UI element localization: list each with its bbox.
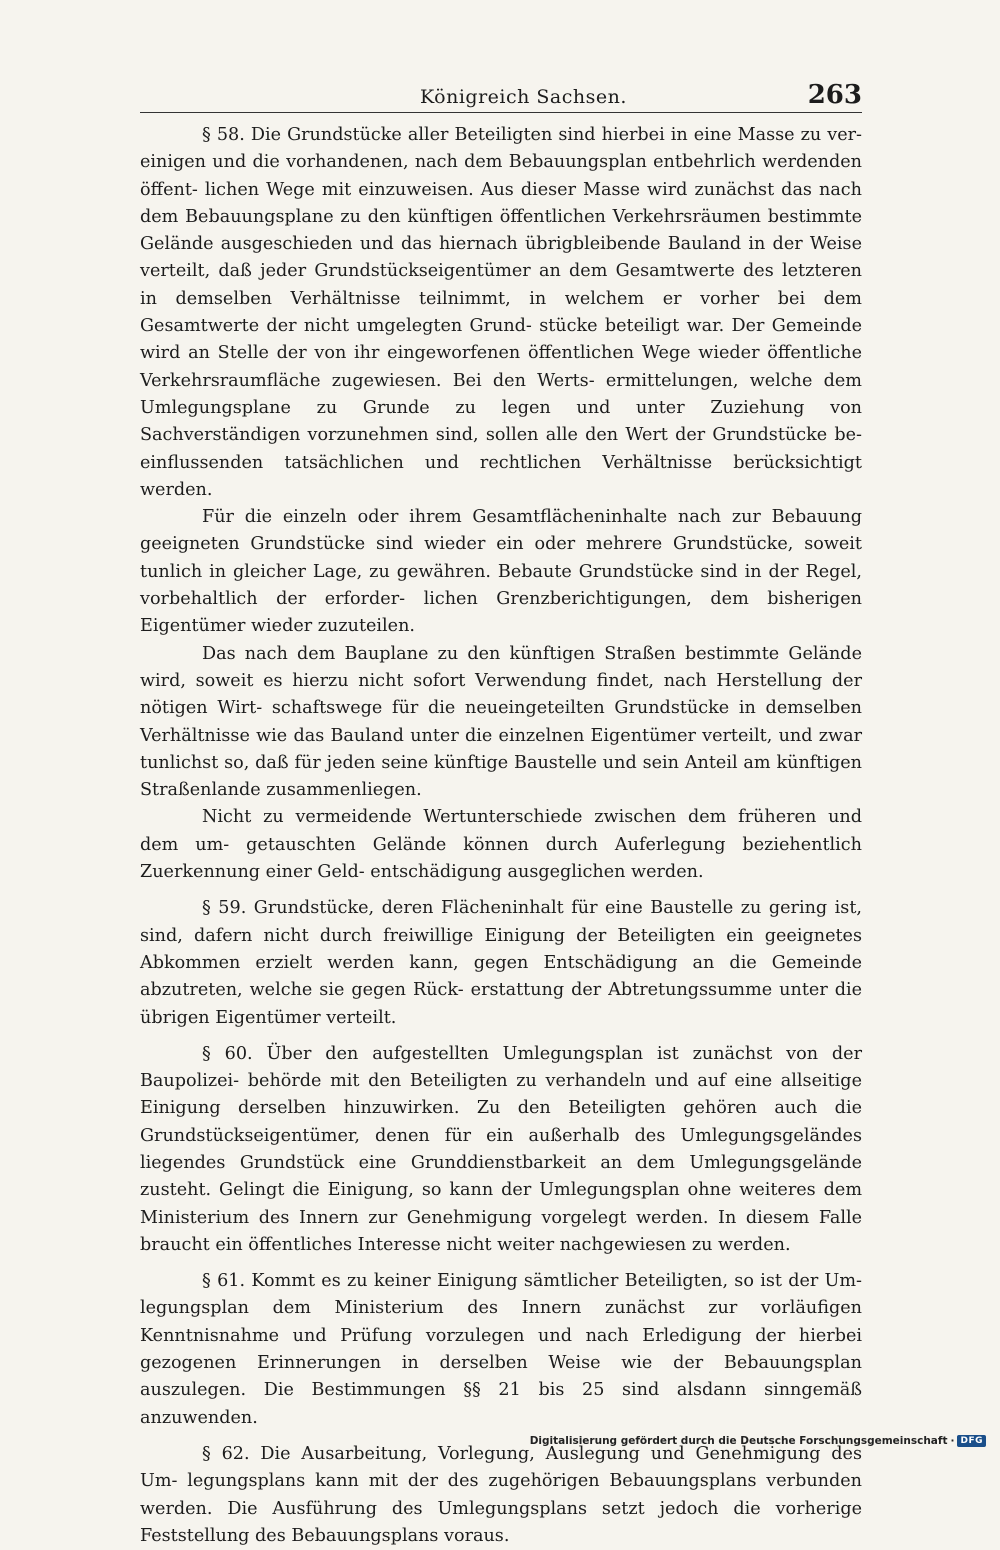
paragraph-section-60: § 60. Über den aufgestellten Umlegungsplan ist zunächst von der Baupolizei- behörde mit den Beteiligten zu verhandeln und auf eine allseitige Einigung derselben hinzuwirken. Zu den Beteiligten gehören auch die Grundstückseigentümer, denen für ein außerhalb des Umlegungsgeländes liegendes Grundstück eine Grunddienstbarkeit an dem Umlegungsgelände zusteht. Gelingt die Einigung, so kann der Umlegungsplan ohne weiteres dem Ministerium des Innern zur Genehmigung vorgelegt werden. In diesem Falle braucht ein öffentliches Interesse nicht weiter nachgewiesen zu werden.	[140, 1043, 862, 1255]
paragraph-section-62: § 62. Die Ausarbeitung, Vorlegung, Auslegung und Genehmigung des Um- legungsplans kann mit der des zugehörigen Bebauungsplans verbunden werden. Die Ausführung des Umlegungsplans setzt jedoch die vorherige Feststellung des Bebauungsplans voraus.	[140, 1443, 862, 1546]
header-rule	[140, 112, 862, 113]
paragraph-section-58: § 58. Die Grundstücke aller Beteiligten sind hierbei in eine Masse zu ver- einigen und die vorhandenen, nach dem Bebauungsplan entbehrlich werdenden öffent- lichen Wege mit einzuweisen. Aus dieser Masse wird zunächst das nach dem Bebauungsplane zu den künftigen öffentlichen Verkehrsräumen bestimmte Gelände ausgeschieden und das hiernach übrigbleibende Bauland in der Weise verteilt, daß jeder Grundstückseigentümer an dem Gesamtwerte des letzteren in demselben Verhältnisse teilnimmt, in welchem er vorher bei dem Gesamtwerte der nicht umgelegten Grund- stücke beteiligt war. Der Gemeinde wird an Stelle der von ihr eingeworfenen öffentlichen Wege wieder öffentliche Verkehrsraumfläche zugewiesen. Bei den Werts- ermittelungen, welche dem Umlegungsplane zu Grunde zu legen und unter Zuziehung von Sachverständigen vorzunehmen sind, sollen alle den Wert der Grundstücke be- einflussenden tatsächlichen und rechtlichen Verhältnisse berücksichtigt werden.	[140, 125, 862, 500]
page-header	[140, 82, 862, 112]
paragraph: Das nach dem Bauplane zu den künftigen Straßen bestimmte Gelände wird, soweit es hierzu nicht sofort Verwendung findet, nach Herstellung der nötigen Wirt- schaftswege für die neueingeteilten Grundstücke in demselben Verhältnisse wie das Bauland unter die einzelnen Eigentümer verteilt, und zwar tunlichst so, daß für jeden seine künftige Baustelle und sein Anteil am künftigen Straßenlande zusammenliegen.	[140, 643, 862, 801]
dfg-logo-icon: DFG	[957, 1435, 986, 1447]
credit-text: Digitalisierung gefördert durch die Deutsche Forschungsgemeinschaft	[529, 1435, 948, 1447]
running-title: Königreich Sachsen.	[420, 86, 627, 108]
paragraph: Nicht zu vermeidende Wertunterschiede zwischen dem früheren und dem um- getauschten Gelände können durch Auferlegung beziehentlich Zuerkennung einer Geld- entschädigung ausgeglichen werden.	[140, 807, 862, 883]
digitization-credit: Digitalisierung gefördert durch die Deutsche Forschungsgemeinschaft · DFG	[530, 1435, 986, 1447]
page-number: 263	[807, 80, 862, 110]
page-body	[140, 122, 862, 1550]
paragraph: Für die einzeln oder ihrem Gesamtflächeninhalte nach zur Bebauung geeigneten Grundstücke sind wieder ein oder mehrere Grundstücke, soweit tunlich in gleicher Lage, zu gewähren. Bebaute Grundstücke sind in der Regel, vorbehaltlich der erforder- lichen Grenzberichtigungen, dem bisherigen Eigentümer wieder zuzuteilen.	[140, 507, 862, 637]
paragraph-section-59: § 59. Grundstücke, deren Flächeninhalt für eine Baustelle zu gering ist, sind, dafern nicht durch freiwillige Einigung der Beteiligten ein geeignetes Abkommen erzielt werden kann, gegen Entschädigung an die Gemeinde abzutreten, welche sie gegen Rück- erstattung der Abtretungssumme unter die übrigen Eigentümer verteilt.	[140, 898, 862, 1028]
paragraph-section-61: § 61. Kommt es zu keiner Einigung sämtlicher Beteiligten, so ist der Um- legungsplan dem Ministerium des Innern zunächst zur vorläufigen Kenntnisnahme und Prüfung vorzulegen und nach Erledigung der hierbei gezogenen Erinnerungen in derselben Weise wie der Bebauungsplan auszulegen. Die Bestimmungen §§ 21 bis 25 sind alsdann sinngemäß anzuwenden.	[140, 1271, 862, 1428]
